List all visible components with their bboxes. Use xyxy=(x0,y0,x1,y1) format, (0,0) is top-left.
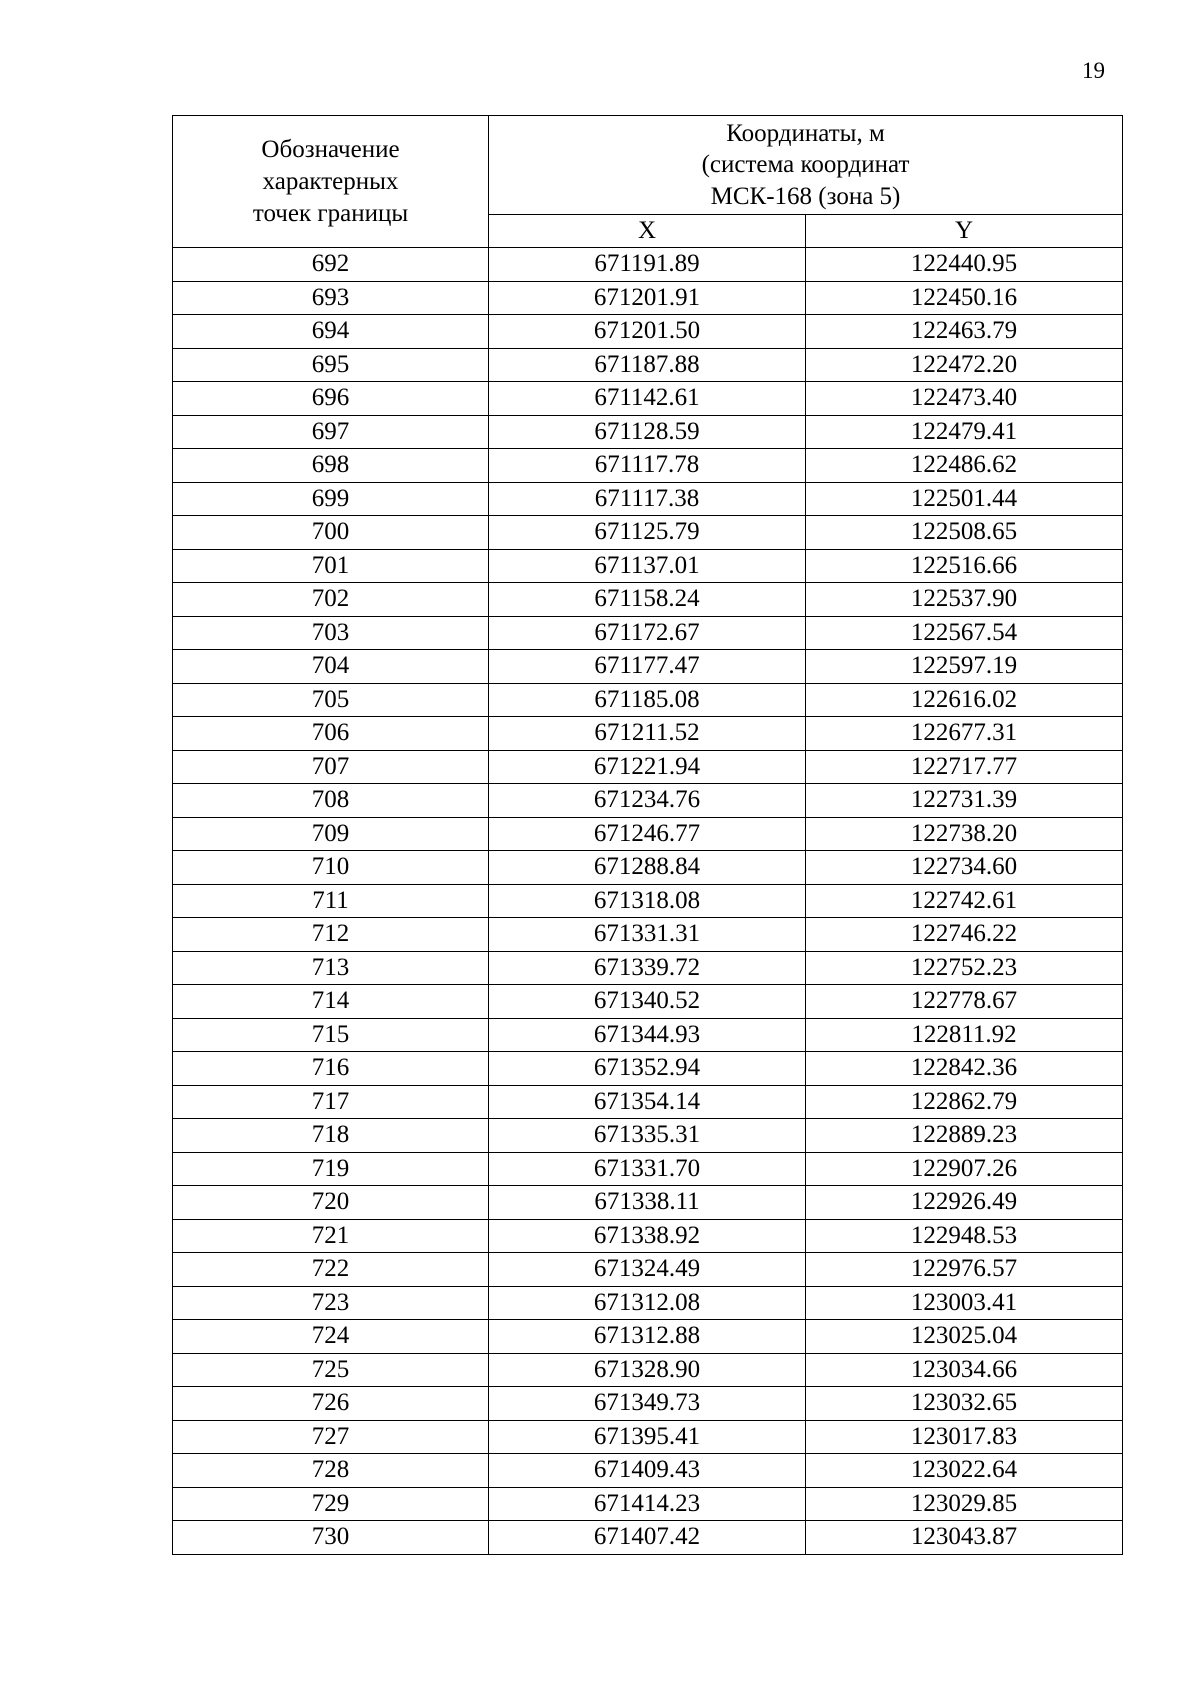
table-row xyxy=(173,1487,1123,1521)
y-coordinate-cell: 122537.90 xyxy=(806,583,1123,617)
table-row xyxy=(173,315,1123,349)
table-row xyxy=(173,382,1123,416)
x-coordinate-cell: 671354.14 xyxy=(489,1085,806,1119)
table-row xyxy=(173,482,1123,516)
x-coordinate-cell: 671158.24 xyxy=(489,583,806,617)
point-id-cell: 712 xyxy=(173,918,489,952)
table-body xyxy=(173,248,1123,1555)
y-coordinate-cell: 122742.61 xyxy=(806,884,1123,918)
x-coordinate-cell: 671125.79 xyxy=(489,516,806,550)
table-row xyxy=(173,516,1123,550)
table-row xyxy=(173,1018,1123,1052)
y-coordinate-cell: 123003.41 xyxy=(806,1286,1123,1320)
y-coordinate-cell: 123032.65 xyxy=(806,1387,1123,1421)
table-row xyxy=(173,549,1123,583)
x-coordinate-cell: 671338.92 xyxy=(489,1219,806,1253)
y-coordinate-cell: 122778.67 xyxy=(806,985,1123,1019)
table-row xyxy=(173,717,1123,751)
y-coordinate-cell: 122811.92 xyxy=(806,1018,1123,1052)
x-coordinate-cell: 671340.52 xyxy=(489,985,806,1019)
point-id-cell: 710 xyxy=(173,851,489,885)
table-row xyxy=(173,1454,1123,1488)
y-coordinate-cell: 122862.79 xyxy=(806,1085,1123,1119)
header-point-designation: Обозначение характерных точек границы xyxy=(173,116,489,248)
point-id-cell: 699 xyxy=(173,482,489,516)
y-coordinate-cell: 122463.79 xyxy=(806,315,1123,349)
point-id-cell: 693 xyxy=(173,281,489,315)
x-coordinate-cell: 671117.78 xyxy=(489,449,806,483)
table-row xyxy=(173,683,1123,717)
table-row xyxy=(173,1521,1123,1555)
table-row xyxy=(173,1420,1123,1454)
table-row xyxy=(173,1219,1123,1253)
x-coordinate-cell: 671352.94 xyxy=(489,1052,806,1086)
point-id-cell: 703 xyxy=(173,616,489,650)
table-row xyxy=(173,784,1123,818)
x-coordinate-cell: 671201.91 xyxy=(489,281,806,315)
point-id-cell: 694 xyxy=(173,315,489,349)
x-coordinate-cell: 671234.76 xyxy=(489,784,806,818)
x-coordinate-cell: 671288.84 xyxy=(489,851,806,885)
y-coordinate-cell: 122734.60 xyxy=(806,851,1123,885)
table-row xyxy=(173,583,1123,617)
point-id-cell: 718 xyxy=(173,1119,489,1153)
x-coordinate-cell: 671407.42 xyxy=(489,1521,806,1555)
x-coordinate-cell: 671324.49 xyxy=(489,1253,806,1287)
point-id-cell: 730 xyxy=(173,1521,489,1555)
y-coordinate-cell: 122597.19 xyxy=(806,650,1123,684)
y-coordinate-cell: 122486.62 xyxy=(806,449,1123,483)
y-coordinate-cell: 122472.20 xyxy=(806,348,1123,382)
point-id-cell: 722 xyxy=(173,1253,489,1287)
x-coordinate-cell: 671177.47 xyxy=(489,650,806,684)
x-coordinate-cell: 671414.23 xyxy=(489,1487,806,1521)
table-row xyxy=(173,248,1123,282)
point-id-cell: 717 xyxy=(173,1085,489,1119)
x-coordinate-cell: 671312.08 xyxy=(489,1286,806,1320)
point-id-cell: 720 xyxy=(173,1186,489,1220)
y-coordinate-cell: 122752.23 xyxy=(806,951,1123,985)
y-coordinate-cell: 122501.44 xyxy=(806,482,1123,516)
table-row xyxy=(173,1152,1123,1186)
point-id-cell: 695 xyxy=(173,348,489,382)
y-coordinate-cell: 122907.26 xyxy=(806,1152,1123,1186)
table-row xyxy=(173,348,1123,382)
x-coordinate-cell: 671211.52 xyxy=(489,717,806,751)
x-coordinate-cell: 671128.59 xyxy=(489,415,806,449)
table-row xyxy=(173,616,1123,650)
x-coordinate-cell: 671338.11 xyxy=(489,1186,806,1220)
x-coordinate-cell: 671395.41 xyxy=(489,1420,806,1454)
y-coordinate-cell: 122508.65 xyxy=(806,516,1123,550)
x-coordinate-cell: 671142.61 xyxy=(489,382,806,416)
point-id-cell: 724 xyxy=(173,1320,489,1354)
table-row xyxy=(173,884,1123,918)
table-row xyxy=(173,650,1123,684)
point-id-cell: 702 xyxy=(173,583,489,617)
y-coordinate-cell: 123017.83 xyxy=(806,1420,1123,1454)
y-coordinate-cell: 123025.04 xyxy=(806,1320,1123,1354)
table-row xyxy=(173,1253,1123,1287)
point-id-cell: 713 xyxy=(173,951,489,985)
table-row xyxy=(173,918,1123,952)
header-y: Y xyxy=(806,215,1123,248)
point-id-cell: 692 xyxy=(173,248,489,282)
y-coordinate-cell: 122717.77 xyxy=(806,750,1123,784)
y-coordinate-cell: 122677.31 xyxy=(806,717,1123,751)
x-coordinate-cell: 671246.77 xyxy=(489,817,806,851)
x-coordinate-cell: 671318.08 xyxy=(489,884,806,918)
table-row xyxy=(173,1085,1123,1119)
y-coordinate-cell: 122738.20 xyxy=(806,817,1123,851)
point-id-cell: 700 xyxy=(173,516,489,550)
y-coordinate-cell: 123022.64 xyxy=(806,1454,1123,1488)
y-coordinate-cell: 122746.22 xyxy=(806,918,1123,952)
table-row xyxy=(173,1052,1123,1086)
point-id-cell: 704 xyxy=(173,650,489,684)
point-id-cell: 723 xyxy=(173,1286,489,1320)
y-coordinate-cell: 122842.36 xyxy=(806,1052,1123,1086)
x-coordinate-cell: 671328.90 xyxy=(489,1353,806,1387)
point-id-cell: 711 xyxy=(173,884,489,918)
table-row xyxy=(173,415,1123,449)
point-id-cell: 728 xyxy=(173,1454,489,1488)
x-coordinate-cell: 671221.94 xyxy=(489,750,806,784)
point-id-cell: 714 xyxy=(173,985,489,1019)
table-row xyxy=(173,1387,1123,1421)
point-id-cell: 707 xyxy=(173,750,489,784)
x-coordinate-cell: 671201.50 xyxy=(489,315,806,349)
x-coordinate-cell: 671117.38 xyxy=(489,482,806,516)
y-coordinate-cell: 122926.49 xyxy=(806,1186,1123,1220)
x-coordinate-cell: 671339.72 xyxy=(489,951,806,985)
table-header xyxy=(173,116,1123,248)
y-coordinate-cell: 123043.87 xyxy=(806,1521,1123,1555)
table-row xyxy=(173,1286,1123,1320)
table-row xyxy=(173,449,1123,483)
table-row xyxy=(173,1320,1123,1354)
x-coordinate-cell: 671187.88 xyxy=(489,348,806,382)
point-id-cell: 719 xyxy=(173,1152,489,1186)
y-coordinate-cell: 122948.53 xyxy=(806,1219,1123,1253)
point-id-cell: 706 xyxy=(173,717,489,751)
x-coordinate-cell: 671191.89 xyxy=(489,248,806,282)
x-coordinate-cell: 671331.70 xyxy=(489,1152,806,1186)
point-id-cell: 716 xyxy=(173,1052,489,1086)
point-id-cell: 697 xyxy=(173,415,489,449)
table-row xyxy=(173,750,1123,784)
x-coordinate-cell: 671185.08 xyxy=(489,683,806,717)
point-id-cell: 698 xyxy=(173,449,489,483)
y-coordinate-cell: 122473.40 xyxy=(806,382,1123,416)
x-coordinate-cell: 671335.31 xyxy=(489,1119,806,1153)
y-coordinate-cell: 122479.41 xyxy=(806,415,1123,449)
coordinates-table xyxy=(172,115,1123,1555)
point-id-cell: 715 xyxy=(173,1018,489,1052)
x-coordinate-cell: 671344.93 xyxy=(489,1018,806,1052)
header-coordinates: Координаты, м (система координат МСК-168 (зона 5) xyxy=(489,116,1123,215)
table-row xyxy=(173,817,1123,851)
point-id-cell: 725 xyxy=(173,1353,489,1387)
table-row xyxy=(173,985,1123,1019)
point-id-cell: 726 xyxy=(173,1387,489,1421)
page-number: 19 xyxy=(1082,58,1105,83)
table-row xyxy=(173,951,1123,985)
y-coordinate-cell: 122440.95 xyxy=(806,248,1123,282)
x-coordinate-cell: 671331.31 xyxy=(489,918,806,952)
table-row xyxy=(173,1119,1123,1153)
x-coordinate-cell: 671137.01 xyxy=(489,549,806,583)
x-coordinate-cell: 671172.67 xyxy=(489,616,806,650)
y-coordinate-cell: 122616.02 xyxy=(806,683,1123,717)
point-id-cell: 729 xyxy=(173,1487,489,1521)
y-coordinate-cell: 123029.85 xyxy=(806,1487,1123,1521)
header-x: X xyxy=(489,215,806,248)
x-coordinate-cell: 671312.88 xyxy=(489,1320,806,1354)
point-id-cell: 696 xyxy=(173,382,489,416)
y-coordinate-cell: 123034.66 xyxy=(806,1353,1123,1387)
point-id-cell: 705 xyxy=(173,683,489,717)
y-coordinate-cell: 122450.16 xyxy=(806,281,1123,315)
table-row xyxy=(173,851,1123,885)
y-coordinate-cell: 122567.54 xyxy=(806,616,1123,650)
y-coordinate-cell: 122516.66 xyxy=(806,549,1123,583)
table-row xyxy=(173,1186,1123,1220)
x-coordinate-cell: 671409.43 xyxy=(489,1454,806,1488)
point-id-cell: 721 xyxy=(173,1219,489,1253)
y-coordinate-cell: 122976.57 xyxy=(806,1253,1123,1287)
y-coordinate-cell: 122731.39 xyxy=(806,784,1123,818)
table-row xyxy=(173,281,1123,315)
point-id-cell: 708 xyxy=(173,784,489,818)
point-id-cell: 727 xyxy=(173,1420,489,1454)
point-id-cell: 701 xyxy=(173,549,489,583)
y-coordinate-cell: 122889.23 xyxy=(806,1119,1123,1153)
point-id-cell: 709 xyxy=(173,817,489,851)
table-row xyxy=(173,1353,1123,1387)
x-coordinate-cell: 671349.73 xyxy=(489,1387,806,1421)
